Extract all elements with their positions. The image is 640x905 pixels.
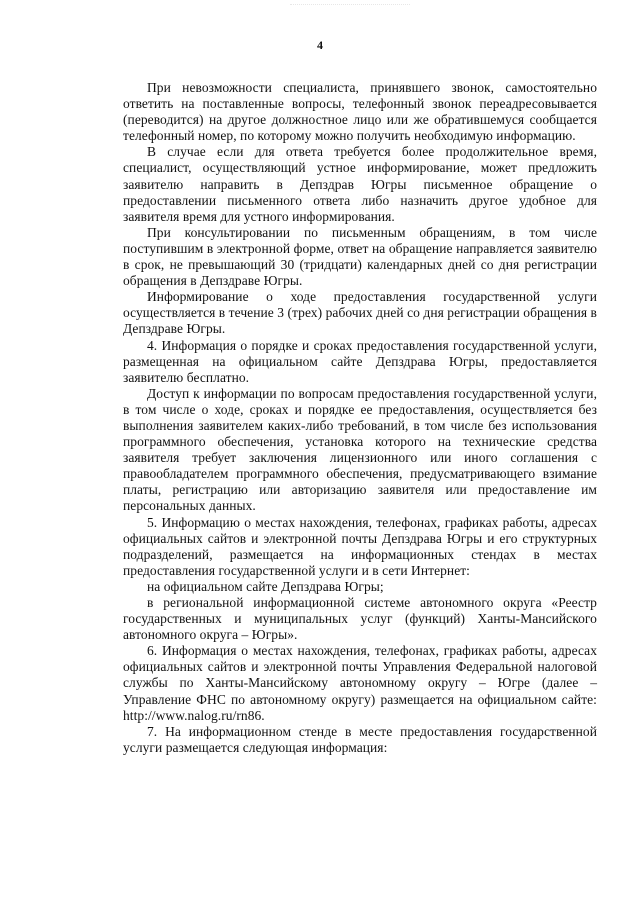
- paragraph-written-consulting: При консультировании по письменным обращениям, в том числе поступившим в электронной форме, ответ на обращение направляется заявителю в срок, не превышающий 30 (тридцати) календарных дней со дня регистрации обращения в Депздраве Югры.: [123, 224, 597, 289]
- paragraph-item-6: 6. Информация о местах нахождения, телефонах, графиках работы, адресах официальных сайтов и электронной почты Управления Федеральной налоговой службы по Ханты-Мансийскому автономному округу – Югре (далее – Управление ФНС по автономному округу) размещается на официальном сайте: http://www.nalog.ru/rn86.: [123, 643, 597, 723]
- scan-artifact: [290, 4, 410, 11]
- paragraph-official-site: на официальном сайте Депздрава Югры;: [147, 578, 384, 594]
- paragraph-item-4: 4. Информация о порядке и сроках предоставления государственной услуги, размещенная на официальном сайте Депздрава Югры, предоставляется заявителю бесплатно.: [123, 337, 597, 385]
- paragraph-access-info: Доступ к информации по вопросам предоставления государственной услуги, в том числе о ходе, сроках и порядке ее предоставления, осуществляется без выполнения заявителем каких-либо требований, в том числе без использования программного обеспечения, установка которого на технические средства заявителя требует заключения лицензионного или иного соглашения с правообладателем программного обеспечения, предусматривающего взимание платы, регистрацию или авторизацию заявителя или предоставление им персональных данных.: [123, 385, 597, 514]
- page-number: 4: [317, 38, 323, 52]
- paragraph-written-request: В случае если для ответа требуется более продолжительное время, специалист, осуществляющий устное информирование, может предложить заявителю направить в Депздрав Югры письменное обращение о предоставлении письменного ответа либо назначить другое удобное для заявителя время для устного информирования.: [123, 144, 597, 224]
- document-body: [123, 80, 597, 756]
- paragraph-item-7: 7. На информационном стенде в месте предоставления государственной услуги размещается следующая информация:: [123, 723, 597, 755]
- paragraph-regional-system: в региональной информационной системе автономного округа «Реестр государственных и муниципальных услуг (функций) Ханты-Мансийского автономного округа – Югры».: [123, 595, 597, 643]
- paragraph-callback-redirect: При невозможности специалиста, принявшего звонок, самостоятельно ответить на поставленные вопросы, телефонный звонок переадресовывается (переводится) на другое должностное лицо или же обратившемуся сообщается телефонный номер, по которому можно получить необходимую информацию.: [123, 80, 597, 144]
- paragraph-progress-info: Информирование о ходе предоставления государственной услуги осуществляется в течение 3 (трех) рабочих дней со дня регистрации обращения в Депздраве Югры.: [123, 289, 597, 337]
- paragraph-item-5: 5. Информацию о местах нахождения, телефонах, графиках работы, адресах официальных сайтов и электронной почты Депздрава Югры и его структурных подразделений, размещается на информационных стендах в местах предоставления государственной услуги и в сети Интернет:: [123, 514, 597, 578]
